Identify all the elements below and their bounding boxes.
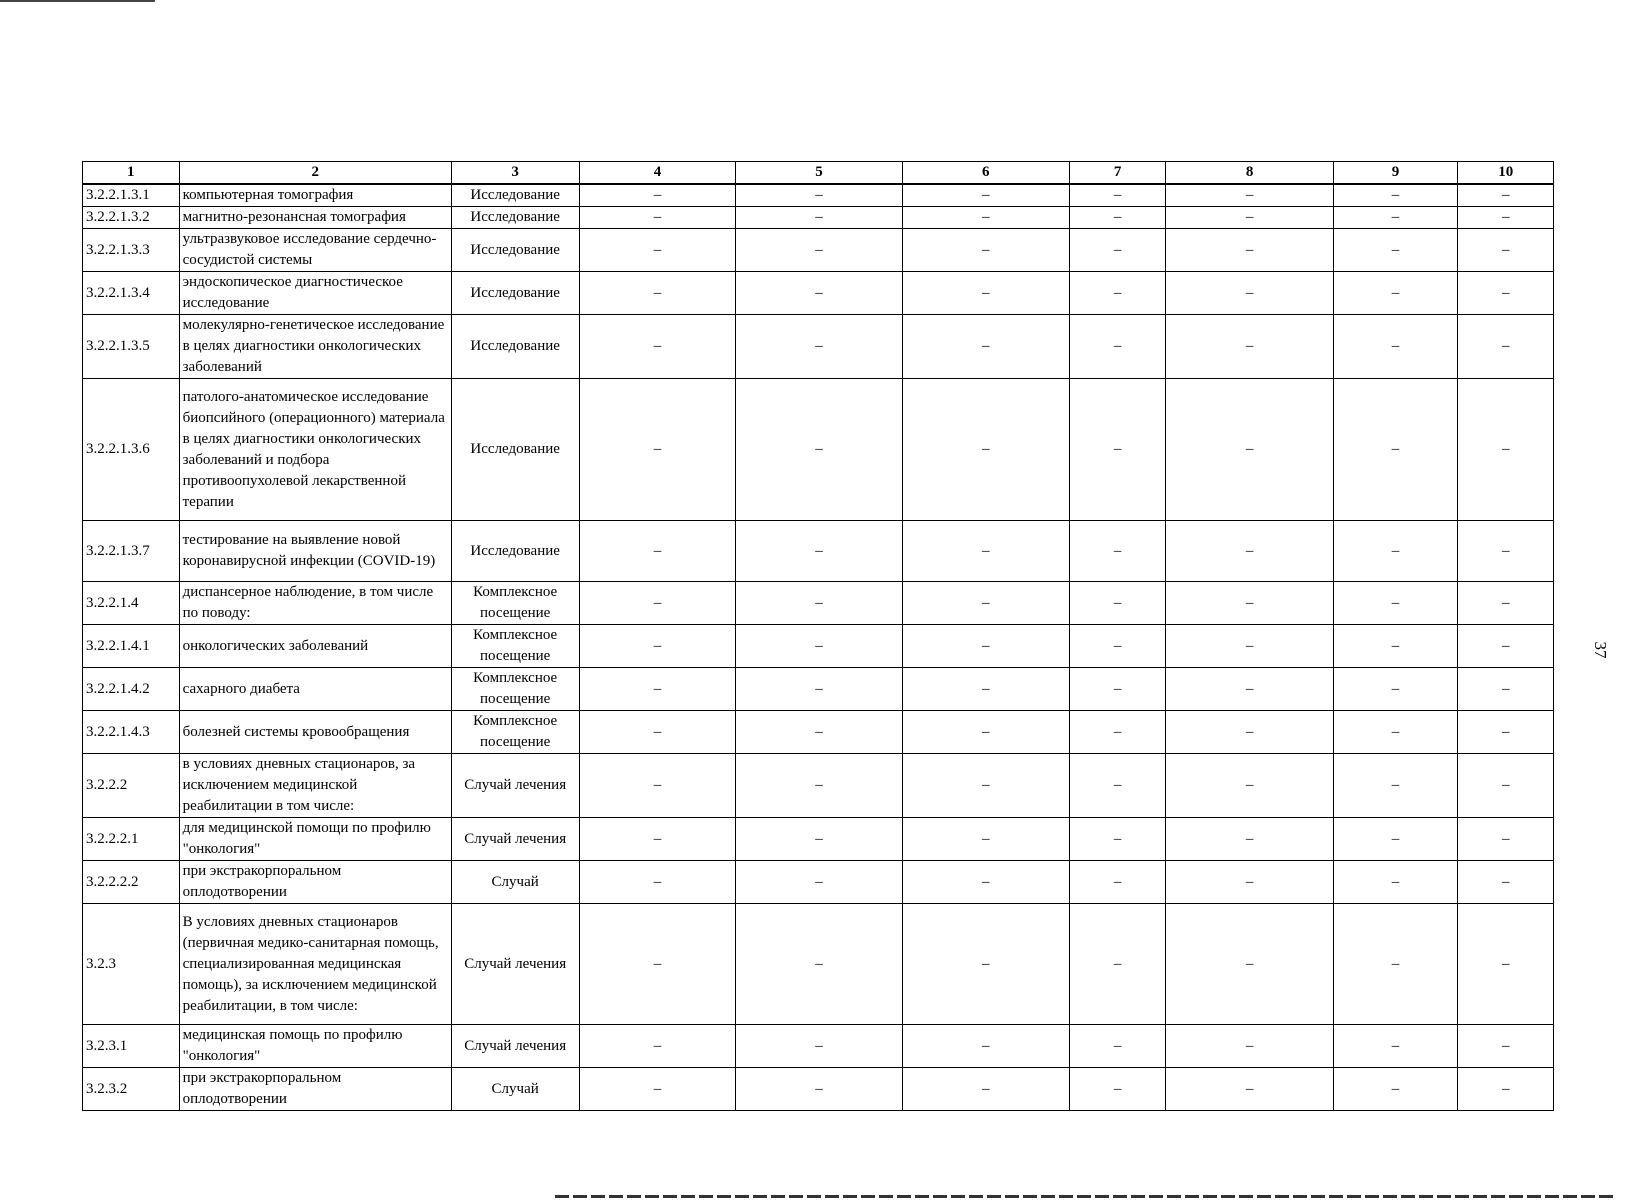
value-cell: –: [902, 184, 1069, 207]
value-cell: –: [1166, 272, 1333, 315]
row-unit: Исследование: [451, 229, 579, 272]
value-cell: –: [1069, 184, 1166, 207]
value-cell: –: [1069, 625, 1166, 668]
value-cell: –: [1069, 315, 1166, 379]
value-cell: –: [902, 1025, 1069, 1068]
row-name: в условиях дневных стационаров, за исключением медицинской реабилитации в том числе:: [179, 754, 451, 818]
value-cell: –: [902, 668, 1069, 711]
row-code: 3.2.2.1.3.2: [83, 207, 180, 229]
value-cell: –: [1333, 184, 1458, 207]
value-cell: –: [1333, 315, 1458, 379]
value-cell: –: [1166, 521, 1333, 582]
data-table: [82, 161, 1554, 1111]
row-code: 3.2.2.2.1: [83, 818, 180, 861]
value-cell: –: [579, 1025, 736, 1068]
row-name: медицинская помощь по профилю "онкология": [179, 1025, 451, 1068]
value-cell: –: [902, 315, 1069, 379]
value-cell: –: [736, 625, 902, 668]
value-cell: –: [902, 1068, 1069, 1111]
header-cell: 1: [83, 162, 180, 185]
row-name: В условиях дневных стационаров (первичная медико-санитарная помощь, специализированная медицинская помощь), за исключением медицинской реабилитации, в том числе:: [179, 904, 451, 1025]
row-code: 3.2.2.1.3.1: [83, 184, 180, 207]
header-cell: 2: [179, 162, 451, 185]
row-name: онкологических заболеваний: [179, 625, 451, 668]
row-code: 3.2.3.1: [83, 1025, 180, 1068]
value-cell: –: [1069, 207, 1166, 229]
row-unit: Случай лечения: [451, 1025, 579, 1068]
row-name: сахарного диабета: [179, 668, 451, 711]
value-cell: –: [1166, 625, 1333, 668]
value-cell: –: [1069, 272, 1166, 315]
header-cell: 5: [736, 162, 902, 185]
table-row: [83, 379, 1554, 521]
table-row: [83, 229, 1554, 272]
value-cell: –: [736, 272, 902, 315]
value-cell: –: [1166, 861, 1333, 904]
value-cell: –: [1458, 711, 1554, 754]
table-row: [83, 1025, 1554, 1068]
value-cell: –: [736, 229, 902, 272]
value-cell: –: [902, 754, 1069, 818]
value-cell: –: [1458, 668, 1554, 711]
row-unit: Исследование: [451, 379, 579, 521]
value-cell: –: [1458, 207, 1554, 229]
row-unit: Случай: [451, 1068, 579, 1111]
table-row: [83, 904, 1554, 1025]
header-cell: 8: [1166, 162, 1333, 185]
row-code: 3.2.2.2.2: [83, 861, 180, 904]
row-code: 3.2.2.1.3.4: [83, 272, 180, 315]
value-cell: –: [1166, 711, 1333, 754]
value-cell: –: [1458, 184, 1554, 207]
value-cell: –: [1458, 904, 1554, 1025]
value-cell: –: [1069, 861, 1166, 904]
value-cell: –: [1333, 668, 1458, 711]
row-name: тестирование на выявление новой коронавирусной инфекции (COVID-19): [179, 521, 451, 582]
value-cell: –: [1069, 754, 1166, 818]
header-cell: 6: [902, 162, 1069, 185]
value-cell: –: [1069, 904, 1166, 1025]
value-cell: –: [736, 521, 902, 582]
value-cell: –: [902, 818, 1069, 861]
value-cell: –: [902, 229, 1069, 272]
value-cell: –: [1069, 818, 1166, 861]
row-unit: Исследование: [451, 207, 579, 229]
value-cell: –: [1166, 1068, 1333, 1111]
value-cell: –: [902, 379, 1069, 521]
value-cell: –: [902, 272, 1069, 315]
table-row: [83, 861, 1554, 904]
header-row: [83, 162, 1554, 185]
value-cell: –: [579, 754, 736, 818]
value-cell: –: [579, 379, 736, 521]
value-cell: –: [1458, 272, 1554, 315]
value-cell: –: [902, 582, 1069, 625]
row-name: магнитно-резонансная томография: [179, 207, 451, 229]
value-cell: –: [1458, 1025, 1554, 1068]
value-cell: –: [1069, 229, 1166, 272]
value-cell: –: [736, 668, 902, 711]
row-code: 3.2.3.2: [83, 1068, 180, 1111]
value-cell: –: [902, 521, 1069, 582]
value-cell: –: [736, 315, 902, 379]
value-cell: –: [1333, 818, 1458, 861]
value-cell: –: [736, 904, 902, 1025]
value-cell: –: [1333, 272, 1458, 315]
value-cell: –: [736, 711, 902, 754]
value-cell: –: [736, 207, 902, 229]
value-cell: –: [579, 184, 736, 207]
value-cell: –: [902, 625, 1069, 668]
row-name: ультразвуковое исследование сердечно-сосудистой системы: [179, 229, 451, 272]
table-row: [83, 184, 1554, 207]
value-cell: –: [1069, 1025, 1166, 1068]
row-unit: Комплексное посещение: [451, 582, 579, 625]
table-row: [83, 754, 1554, 818]
value-cell: –: [579, 904, 736, 1025]
value-cell: –: [579, 229, 736, 272]
row-name: при экстракорпоральном оплодотворении: [179, 861, 451, 904]
value-cell: –: [1069, 582, 1166, 625]
value-cell: –: [1069, 379, 1166, 521]
value-cell: –: [1458, 521, 1554, 582]
value-cell: –: [579, 272, 736, 315]
value-cell: –: [579, 668, 736, 711]
row-unit: Комплексное посещение: [451, 711, 579, 754]
value-cell: –: [1333, 1025, 1458, 1068]
row-unit: Исследование: [451, 315, 579, 379]
value-cell: –: [736, 184, 902, 207]
value-cell: –: [579, 711, 736, 754]
table-row: [83, 207, 1554, 229]
value-cell: –: [736, 754, 902, 818]
value-cell: –: [902, 904, 1069, 1025]
value-cell: –: [736, 1068, 902, 1111]
value-cell: –: [1166, 582, 1333, 625]
value-cell: –: [902, 711, 1069, 754]
table-row: [83, 582, 1554, 625]
scan-edge-line: [555, 1195, 1615, 1198]
row-name: при экстракорпоральном оплодотворении: [179, 1068, 451, 1111]
table-row: [83, 315, 1554, 379]
row-name: для медицинской помощи по профилю "онкология": [179, 818, 451, 861]
row-unit: Комплексное посещение: [451, 625, 579, 668]
row-name: диспансерное наблюдение, в том числе по поводу:: [179, 582, 451, 625]
value-cell: –: [736, 861, 902, 904]
value-cell: –: [1458, 818, 1554, 861]
row-code: 3.2.2.1.3.7: [83, 521, 180, 582]
scan-edge-line: [0, 0, 155, 2]
value-cell: –: [1333, 904, 1458, 1025]
value-cell: –: [1458, 229, 1554, 272]
value-cell: –: [1458, 1068, 1554, 1111]
value-cell: –: [1333, 379, 1458, 521]
value-cell: –: [1458, 315, 1554, 379]
row-unit: Исследование: [451, 521, 579, 582]
value-cell: –: [1333, 711, 1458, 754]
value-cell: –: [1333, 861, 1458, 904]
value-cell: –: [1069, 668, 1166, 711]
row-unit: Случай лечения: [451, 754, 579, 818]
value-cell: –: [736, 818, 902, 861]
row-name: молекулярно-генетическое исследование в целях диагностики онкологических заболеваний: [179, 315, 451, 379]
row-unit: Случай: [451, 861, 579, 904]
row-name: болезней системы кровообращения: [179, 711, 451, 754]
row-code: 3.2.2.1.4.1: [83, 625, 180, 668]
value-cell: –: [1166, 904, 1333, 1025]
value-cell: –: [1333, 625, 1458, 668]
header-cell: 7: [1069, 162, 1166, 185]
value-cell: –: [1458, 379, 1554, 521]
value-cell: –: [579, 521, 736, 582]
value-cell: –: [1166, 818, 1333, 861]
row-name: эндоскопическое диагностическое исследование: [179, 272, 451, 315]
value-cell: –: [1166, 184, 1333, 207]
table-body: [83, 184, 1554, 1111]
header-cell: 9: [1333, 162, 1458, 185]
table-row: [83, 272, 1554, 315]
value-cell: –: [579, 818, 736, 861]
value-cell: –: [1333, 754, 1458, 818]
value-cell: –: [1166, 1025, 1333, 1068]
value-cell: –: [579, 582, 736, 625]
header-cell: 4: [579, 162, 736, 185]
row-code: 3.2.2.1.4.2: [83, 668, 180, 711]
header-cell: 3: [451, 162, 579, 185]
value-cell: –: [1166, 754, 1333, 818]
table-row: [83, 1068, 1554, 1111]
value-cell: –: [1166, 229, 1333, 272]
row-code: 3.2.2.1.4: [83, 582, 180, 625]
table-row: [83, 668, 1554, 711]
value-cell: –: [579, 315, 736, 379]
row-name: компьютерная томография: [179, 184, 451, 207]
row-name: патолого-анатомическое исследование биопсийного (операционного) материала в целях диагностики онкологических заболеваний и подбора противоопухолевой лекарственной терапии: [179, 379, 451, 521]
header-cell: 10: [1458, 162, 1554, 185]
value-cell: –: [579, 1068, 736, 1111]
row-code: 3.2.2.1.4.3: [83, 711, 180, 754]
value-cell: –: [1333, 229, 1458, 272]
value-cell: –: [902, 861, 1069, 904]
value-cell: –: [902, 207, 1069, 229]
value-cell: –: [1333, 582, 1458, 625]
row-unit: Исследование: [451, 272, 579, 315]
value-cell: –: [1458, 861, 1554, 904]
value-cell: –: [1069, 521, 1166, 582]
row-code: 3.2.2.1.3.5: [83, 315, 180, 379]
value-cell: –: [1333, 207, 1458, 229]
value-cell: –: [1458, 754, 1554, 818]
row-code: 3.2.2.1.3.3: [83, 229, 180, 272]
row-unit: Комплексное посещение: [451, 668, 579, 711]
value-cell: –: [579, 861, 736, 904]
row-unit: Случай лечения: [451, 818, 579, 861]
value-cell: –: [1458, 582, 1554, 625]
value-cell: –: [1333, 521, 1458, 582]
row-unit: Случай лечения: [451, 904, 579, 1025]
table-row: [83, 818, 1554, 861]
value-cell: –: [736, 379, 902, 521]
page-number: 37: [1591, 641, 1610, 659]
value-cell: –: [1333, 1068, 1458, 1111]
table-row: [83, 521, 1554, 582]
row-code: 3.2.2.1.3.6: [83, 379, 180, 521]
value-cell: –: [1069, 711, 1166, 754]
value-cell: –: [736, 582, 902, 625]
table-row: [83, 711, 1554, 754]
row-unit: Исследование: [451, 184, 579, 207]
value-cell: –: [579, 207, 736, 229]
value-cell: –: [1166, 315, 1333, 379]
value-cell: –: [1166, 207, 1333, 229]
value-cell: –: [1458, 625, 1554, 668]
value-cell: –: [579, 625, 736, 668]
value-cell: –: [1069, 1068, 1166, 1111]
row-code: 3.2.2.2: [83, 754, 180, 818]
value-cell: –: [1166, 379, 1333, 521]
value-cell: –: [1166, 668, 1333, 711]
value-cell: –: [736, 1025, 902, 1068]
table-row: [83, 625, 1554, 668]
row-code: 3.2.3: [83, 904, 180, 1025]
